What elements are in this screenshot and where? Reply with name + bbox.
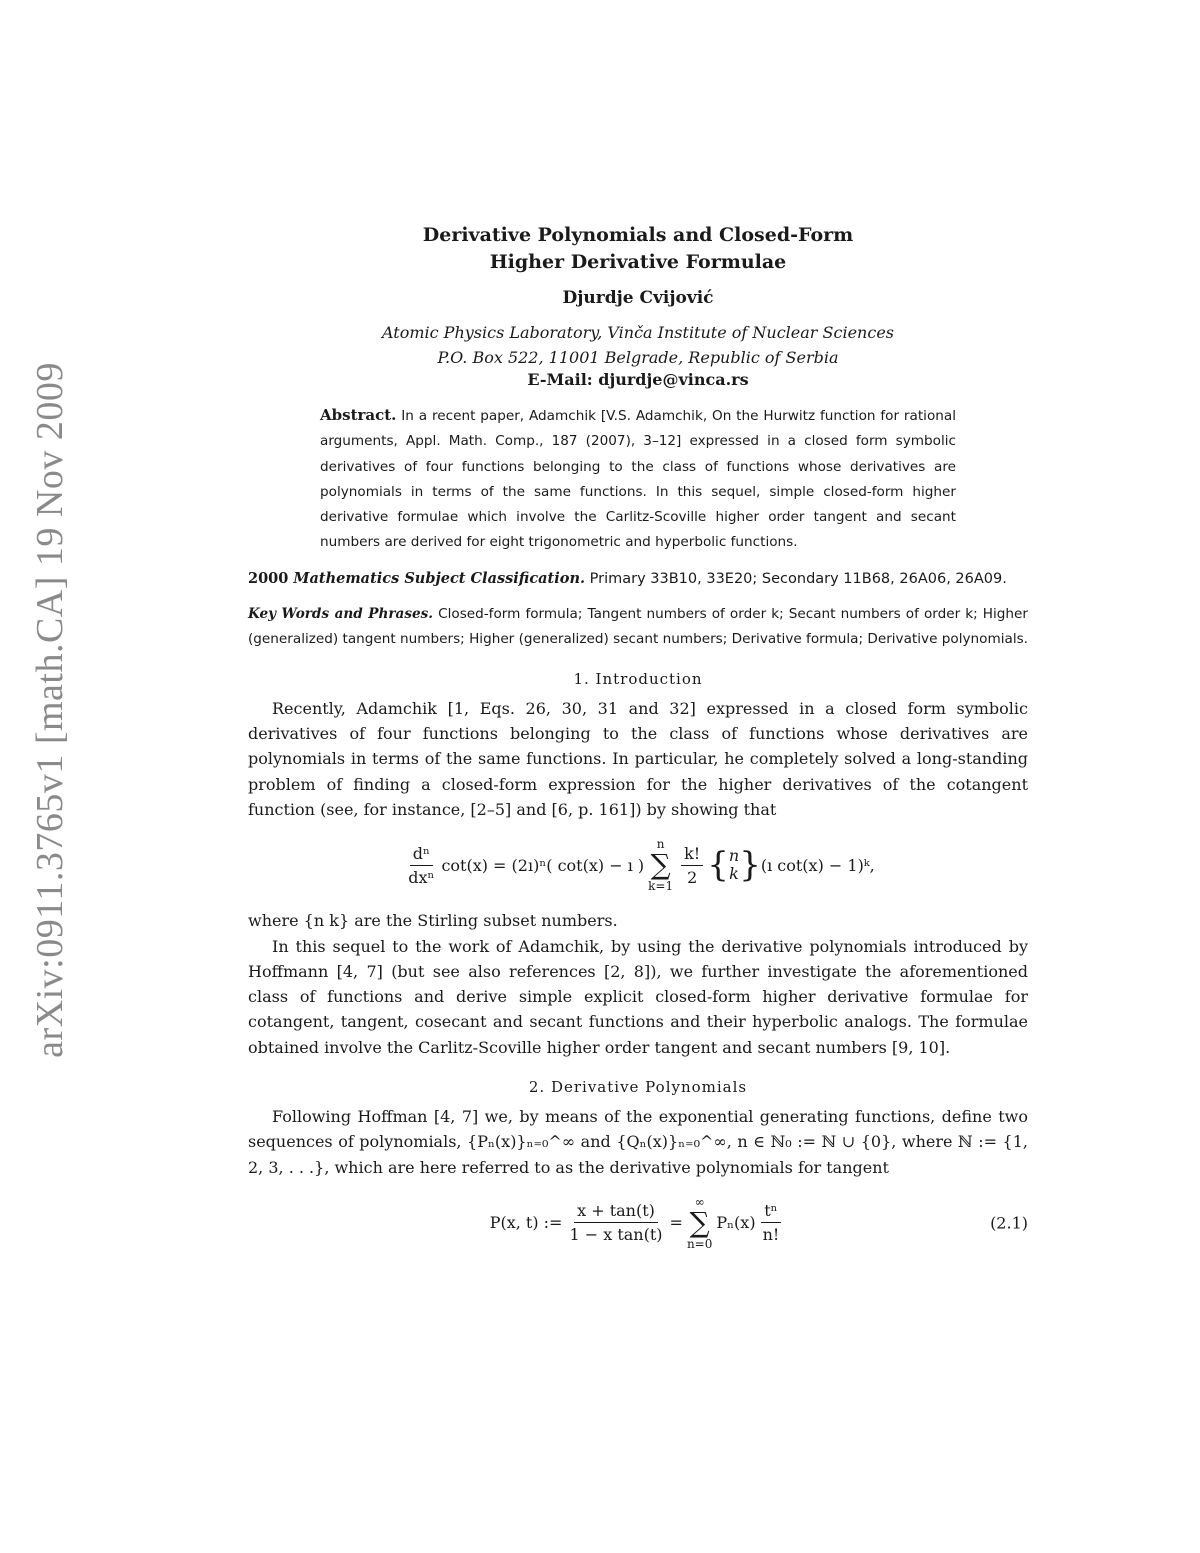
title-line-1: Derivative Polynomials and Closed-Form (422, 224, 854, 246)
section-1-paragraph-1: Recently, Adamchik [1, Eqs. 26, 30, 31 and 32] expressed in a closed form symbolic derivatives of four functions belonging to the class of functions whose derivatives are polynomials in terms of the same functions. In particular, he completely solved a long-standing problem of finding a closed-form expression for the higher derivatives of the cotangent function (see, for instance, [2–5] and [6, p. 161]) by showing that (248, 698, 1028, 819)
keywords-label: Key Words and Phrases. (248, 605, 434, 622)
eq-sum: n ∑ k=1 (648, 837, 674, 894)
section-1-paragraph-3: In this sequel to the work of Adamchik, by using the derivative polynomials introduced by Hoffmann [4, 7] (but see also references [2, 8]), we further investigate the aforementioned class of functions and derive simple explicit closed-form higher derivative formulae for cotangent, tangent, cosecant and secant functions and their hyperbolic analogs. The formulae obtained involve the Carlitz-Scoville higher order tangent and secant numbers [9, 10]. (248, 936, 1028, 1057)
author: Djurdje Cvijović (562, 288, 714, 308)
msc-year: 2000 (248, 569, 289, 587)
affiliation-line-2: P.O. Box 522, 11001 Belgrade, Republic of Serbia (437, 348, 839, 367)
eq-mid: cot(x) = (2ı)ⁿ( cot(x) − ı ) (441, 855, 645, 875)
title-line-2: Higher Derivative Formulae (489, 251, 787, 273)
msc-label: Mathematics Subject Classification. (293, 569, 586, 587)
eq-tail: (ı cot(x) − 1)ᵏ, (760, 855, 875, 875)
abstract-label: Abstract. (320, 406, 397, 424)
section-2-paragraph-1: Following Hoffman [4, 7] we, by means of the exponential generating functions, define two sequences of polynomials, {Pₙ(x)}ₙ₌₀^∞ and {Qₙ(x)}ₙ₌₀^∞, n ∈ ℕ₀ := ℕ ∪ {0}, where ℕ := {1, 2, 3, . . .}, which are here referred to as the derivative polynomials for tangent (248, 1107, 1028, 1177)
msc-text: Primary 33B10, 33E20; Secondary 11B68, 26A06, 26A09. (589, 570, 1007, 587)
arxiv-sidebar-stamp (28, 350, 72, 1070)
keywords-text: Closed-form formula; Tangent numbers of order k; Secant numbers of order k; Higher (generalized) tangent numbers; Higher (generalized) secant numbers; Derivative formula; Derivative polynomials. (248, 605, 1029, 647)
affiliation (248, 320, 1028, 370)
eq21-lhs: P(x, t) := (489, 1213, 563, 1233)
arxiv-id: arXiv:0911.3765v1 [math.CA] 19 Nov 2009 (29, 362, 71, 1058)
equation-number: (2.1) (990, 1213, 1028, 1233)
eq21-fraction: $\frac{x + \tan(t)}{\text{1 − x tan(t)}}$ (569, 1201, 663, 1245)
section-2-heading: 2. Derivative Polynomials (528, 1078, 748, 1097)
equation-2-1 (248, 1180, 1028, 1266)
email-label: E-Mail: (527, 370, 593, 389)
affiliation-line-1: Atomic Physics Laboratory, Vinča Institute of Nuclear Sciences (382, 323, 894, 342)
abstract (320, 403, 956, 556)
keywords (248, 602, 1028, 652)
email-line (248, 370, 1028, 389)
eq21-term: Pₙ(x) (716, 1213, 756, 1233)
eq21-equals: = (669, 1213, 683, 1233)
abstract-text: In a recent paper, Adamchik [V.S. Adamchik, On the Hurwitz function for rational arguments, Appl. Math. Comp., 187 (2007), 3–12] expressed in a closed form symbolic derivatives of four functions belonging to the class of functions whose derivatives are polynomials in terms of the same functions. In this sequel, simple closed-form higher derivative formulae which involve the Carlitz-Scoville higher order tangent and secant numbers are derived for eight trigonometric and hyperbolic functions. (320, 408, 956, 551)
paper-page (248, 222, 1028, 1266)
eq21-tail-fraction: $\frac{\text{tⁿ}}{n!}$ (762, 1201, 780, 1245)
section-1-heading: 1. Introduction (573, 669, 703, 688)
eq21-sum: ∞ ∑ n=0 (686, 1194, 713, 1251)
eq-factorial-fraction: $\frac{k!}{2}$ (681, 844, 703, 887)
section-1-paragraph-2: where {n k} are the Stirling subset numbers. (248, 911, 618, 931)
equation-cot-derivative: $\frac{\text{dⁿ}}{\text{dxⁿ}}$ cot(x) = (2ı)ⁿ( cot(x) − ı ) n ∑ k=1 $\frac{k!}{2}$ { n k } (ı cot(x) − 1)ᵏ, (248, 822, 1028, 908)
email-address[interactable]: djurdje@vinca.rs (598, 370, 749, 389)
eq-derivative-operator: $\frac{\text{dⁿ}}{\text{dxⁿ}}$ (408, 843, 435, 887)
msc-classification (248, 566, 1028, 592)
eq-stirling-number: n k (728, 846, 740, 884)
